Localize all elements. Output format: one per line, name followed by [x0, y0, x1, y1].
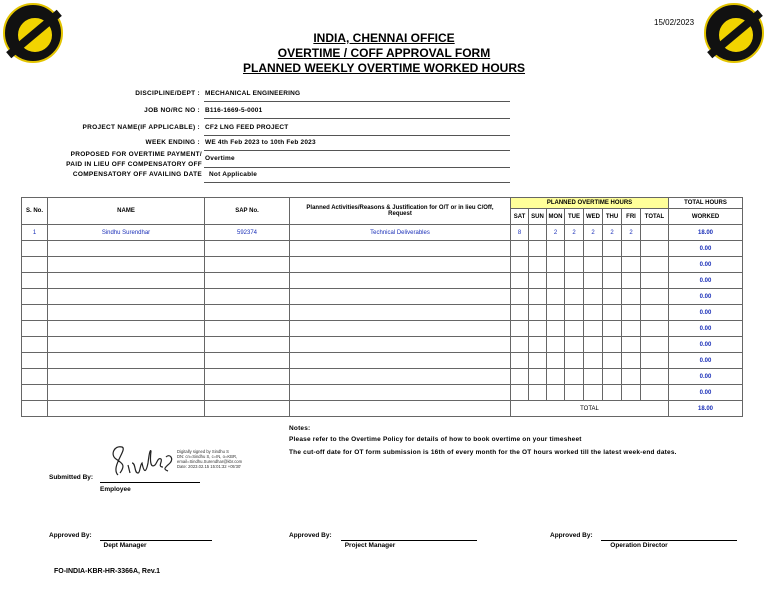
empty-cell — [641, 241, 669, 257]
table-row — [22, 385, 743, 401]
empty-cell — [603, 241, 622, 257]
notes-line-2: The cut-off date for OT form submission is 16th of every month for the OT hours worked till the latest week-end dates. — [289, 449, 677, 456]
empty-cell — [565, 241, 584, 257]
empty-cell — [529, 337, 547, 353]
col-day-tue: TUE — [565, 209, 584, 225]
cell-sap: 592374 — [205, 225, 290, 241]
table-row — [22, 289, 743, 305]
empty-cell — [22, 305, 48, 321]
proposed-value: Overtime — [205, 155, 235, 162]
empty-cell — [547, 337, 565, 353]
empty-cell — [584, 353, 603, 369]
handwritten-signature — [108, 445, 180, 479]
empty-cell — [565, 369, 584, 385]
empty-cell — [641, 289, 669, 305]
submitted-by-label: Submitted By: — [49, 474, 94, 481]
empty-cell — [511, 289, 529, 305]
empty-cell — [48, 241, 205, 257]
empty-cell — [529, 273, 547, 289]
empty-cell — [48, 385, 205, 401]
table-row — [22, 337, 743, 353]
empty-cell — [529, 241, 547, 257]
empty-cell — [22, 257, 48, 273]
empty-cell — [290, 289, 511, 305]
empty-cell — [603, 337, 622, 353]
discipline-value: MECHANICAL ENGINEERING — [205, 90, 301, 97]
empty-cell — [290, 337, 511, 353]
approved-by-label-director: Approved By: — [550, 532, 593, 539]
cell-worked: 0.00 — [669, 273, 743, 289]
empty-cell — [22, 273, 48, 289]
cell-worked: 0.00 — [669, 289, 743, 305]
empty-cell — [511, 241, 529, 257]
week-label: WEEK ENDING : — [145, 139, 200, 146]
empty-cell — [22, 241, 48, 257]
col-planned-hours: PLANNED OVERTIME HOURS — [511, 198, 669, 209]
empty-cell — [622, 241, 641, 257]
empty-cell — [603, 257, 622, 273]
empty-cell — [622, 353, 641, 369]
table-row — [22, 321, 743, 337]
cell-fri: 2 — [622, 225, 641, 241]
col-name: NAME — [48, 198, 205, 225]
project-manager-caption: Project Manager — [344, 542, 396, 549]
digital-signature-block — [177, 449, 242, 469]
notes-heading: Notes: — [289, 425, 311, 432]
empty-cell — [48, 273, 205, 289]
cell-wed: 2 — [584, 225, 603, 241]
empty-cell — [205, 289, 290, 305]
operation-director-caption: Operation Director — [610, 542, 668, 549]
table-row — [22, 225, 743, 241]
empty-cell — [565, 337, 584, 353]
cell-tue: 2 — [565, 225, 584, 241]
empty-cell — [205, 369, 290, 385]
empty-cell — [641, 321, 669, 337]
empty-cell — [603, 289, 622, 305]
empty-cell — [565, 257, 584, 273]
empty-cell — [584, 321, 603, 337]
empty-cell — [641, 353, 669, 369]
proposed-label-2: PAID IN LIEU OFF COMPENSATORY OFF — [66, 161, 202, 168]
empty-cell — [511, 305, 529, 321]
col-sno: S. No. — [22, 198, 48, 225]
empty-cell — [565, 273, 584, 289]
col-sap: SAP No. — [205, 198, 290, 225]
empty-cell — [584, 305, 603, 321]
col-day-sat: SAT — [511, 209, 529, 225]
empty-cell — [565, 289, 584, 305]
discipline-label: DISCIPLINE/DEPT : — [135, 90, 200, 97]
submitted-by-line — [100, 482, 200, 483]
comp-value: Not Applicable — [209, 171, 258, 178]
cell-worked: 0.00 — [669, 241, 743, 257]
proposed-label-1: PROPOSED FOR OVERTIME PAYMENT/ — [70, 151, 202, 158]
empty-cell — [584, 257, 603, 273]
empty-cell — [603, 321, 622, 337]
empty-cell — [622, 305, 641, 321]
empty-cell — [511, 385, 529, 401]
empty-cell — [622, 321, 641, 337]
approved-by-label-project: Approved By: — [289, 532, 332, 539]
empty-cell — [603, 385, 622, 401]
empty-cell — [290, 385, 511, 401]
empty-cell — [511, 273, 529, 289]
empty-cell — [584, 289, 603, 305]
empty-cell — [529, 305, 547, 321]
empty-cell — [290, 257, 511, 273]
empty-cell — [290, 273, 511, 289]
cell-sun — [529, 225, 547, 241]
empty-cell — [48, 369, 205, 385]
approved-line-director — [601, 540, 737, 541]
empty-cell — [22, 337, 48, 353]
empty-cell — [22, 369, 48, 385]
empty-cell — [22, 289, 48, 305]
comp-underline — [204, 182, 510, 183]
empty-cell — [641, 257, 669, 273]
col-day-thu: THU — [603, 209, 622, 225]
cell-worked: 0.00 — [669, 353, 743, 369]
cell-activity: Technical Deliverables — [290, 225, 511, 241]
employee-caption: Employee — [100, 486, 131, 493]
empty-cell — [529, 289, 547, 305]
empty-cell — [290, 369, 511, 385]
empty-cell — [205, 273, 290, 289]
table-row — [22, 273, 743, 289]
col-total-hours: TOTAL HOURS — [669, 198, 743, 209]
empty-cell — [584, 337, 603, 353]
cell-worked: 0.00 — [669, 337, 743, 353]
week-value: WE 4th Feb 2023 to 10th Feb 2023 — [205, 139, 316, 146]
discipline-underline — [204, 101, 510, 102]
empty-cell — [529, 369, 547, 385]
empty-cell — [584, 241, 603, 257]
empty-cell — [565, 321, 584, 337]
table-row — [22, 305, 743, 321]
table-row — [22, 241, 743, 257]
empty-cell — [48, 305, 205, 321]
col-activity: Planned Activities/Reasons & Justification for O/T or in lieu C/Off, Request — [290, 198, 511, 225]
empty-cell — [622, 257, 641, 273]
empty-cell — [622, 369, 641, 385]
col-worked: WORKED — [669, 209, 743, 225]
empty-cell — [529, 257, 547, 273]
job-label: JOB NO/RC NO : — [144, 107, 200, 114]
total-value: 18.00 — [669, 401, 743, 417]
col-day-total: TOTAL — [641, 209, 669, 225]
empty-cell — [622, 273, 641, 289]
empty-cell — [547, 385, 565, 401]
col-day-wed: WED — [584, 209, 603, 225]
empty-cell — [565, 385, 584, 401]
empty-cell — [529, 353, 547, 369]
empty-cell — [547, 273, 565, 289]
approved-by-label-dept: Approved By: — [49, 532, 92, 539]
empty-cell — [547, 369, 565, 385]
approved-line-project — [341, 540, 477, 541]
empty-cell — [48, 289, 205, 305]
digital-signature-line-3: email=Sindhu.Surendhar@kbr.com — [177, 459, 243, 464]
empty-cell — [641, 337, 669, 353]
empty-cell — [547, 321, 565, 337]
empty-cell — [603, 369, 622, 385]
digital-signature-line-1: Digitally signed by Sindhu S — [177, 449, 229, 454]
job-value: B116-1669-5-0001 — [205, 107, 263, 114]
empty-cell — [641, 369, 669, 385]
empty-cell — [290, 241, 511, 257]
cell-worked: 0.00 — [669, 321, 743, 337]
empty-cell — [622, 289, 641, 305]
form-date: 15/02/2023 — [654, 18, 695, 27]
empty-cell — [584, 385, 603, 401]
project-underline — [204, 135, 510, 136]
cell-worked: 0.00 — [669, 369, 743, 385]
form-code: FO-INDIA-KBR-HR-3366A, Rev.1 — [54, 568, 161, 575]
project-label: PROJECT NAME(IF APPLICABLE) : — [82, 124, 200, 131]
empty-cell — [603, 305, 622, 321]
digital-signature-line-4: Date: 2023.02.15 15:01:32 +05'30' — [177, 464, 242, 469]
total-label: TOTAL — [511, 401, 669, 417]
cell-sat: 8 — [511, 225, 529, 241]
empty-cell — [48, 353, 205, 369]
empty-cell — [511, 337, 529, 353]
cell-mon: 2 — [547, 225, 565, 241]
empty-cell — [48, 337, 205, 353]
empty-cell — [205, 385, 290, 401]
title-subtitle: PLANNED WEEKLY OVERTIME WORKED HOURS — [242, 61, 526, 75]
empty-cell — [290, 305, 511, 321]
table-row — [22, 353, 743, 369]
empty-cell — [205, 241, 290, 257]
cell-worked: 0.00 — [669, 257, 743, 273]
empty-cell — [22, 353, 48, 369]
empty-cell — [205, 337, 290, 353]
empty-cell — [547, 353, 565, 369]
empty-cell — [511, 353, 529, 369]
empty-cell — [511, 257, 529, 273]
col-day-fri: FRI — [622, 209, 641, 225]
cell-worked: 0.00 — [669, 305, 743, 321]
empty-cell — [603, 353, 622, 369]
empty-cell — [22, 385, 48, 401]
overtime-table — [21, 197, 743, 417]
empty-cell — [48, 257, 205, 273]
total-row — [22, 401, 743, 417]
empty-cell — [584, 273, 603, 289]
empty-cell — [547, 257, 565, 273]
empty-cell — [603, 273, 622, 289]
empty-cell — [529, 321, 547, 337]
empty-cell — [290, 321, 511, 337]
title-office: INDIA, CHENNAI OFFICE — [313, 31, 455, 45]
empty-cell — [22, 321, 48, 337]
cell-sno: 1 — [22, 225, 48, 241]
empty-cell — [511, 369, 529, 385]
proposed-underline — [204, 167, 510, 168]
project-value: CF2 LNG FEED PROJECT — [205, 124, 289, 131]
empty-cell — [290, 353, 511, 369]
empty-cell — [641, 273, 669, 289]
empty-cell — [641, 305, 669, 321]
title-form: OVERTIME / COFF APPROVAL FORM — [277, 46, 491, 60]
empty-cell — [565, 353, 584, 369]
empty-cell — [565, 305, 584, 321]
empty-cell — [547, 289, 565, 305]
cell-thu: 2 — [603, 225, 622, 241]
empty-cell — [205, 353, 290, 369]
dept-manager-caption: Dept Manager — [103, 542, 147, 549]
week-underline — [204, 150, 510, 151]
empty-cell — [48, 321, 205, 337]
job-underline — [204, 118, 510, 119]
table-row — [22, 369, 743, 385]
digital-signature-line-2: DN: cn=Sindhu S, c=IN, o=KBR, — [177, 454, 238, 459]
empty-cell — [547, 305, 565, 321]
comp-label: COMPENSATORY OFF AVAILING DATE — [72, 171, 202, 178]
approved-line-dept — [100, 540, 212, 541]
empty-cell — [511, 321, 529, 337]
notes-line-1: Please refer to the Overtime Policy for details of how to book overtime on your timesheet — [289, 436, 582, 443]
empty-cell — [622, 337, 641, 353]
cell-worked: 0.00 — [669, 385, 743, 401]
cell-name: Sindhu Surendhar — [48, 225, 205, 241]
col-day-sun: SUN — [529, 209, 547, 225]
empty-cell — [641, 385, 669, 401]
empty-cell — [529, 385, 547, 401]
cell-total — [641, 225, 669, 241]
empty-cell — [205, 257, 290, 273]
empty-cell — [205, 305, 290, 321]
empty-cell — [205, 321, 290, 337]
empty-cell — [547, 241, 565, 257]
empty-cell — [584, 369, 603, 385]
empty-cell — [622, 385, 641, 401]
table-row — [22, 257, 743, 273]
cell-worked: 18.00 — [669, 225, 743, 241]
col-day-mon: MON — [547, 209, 565, 225]
